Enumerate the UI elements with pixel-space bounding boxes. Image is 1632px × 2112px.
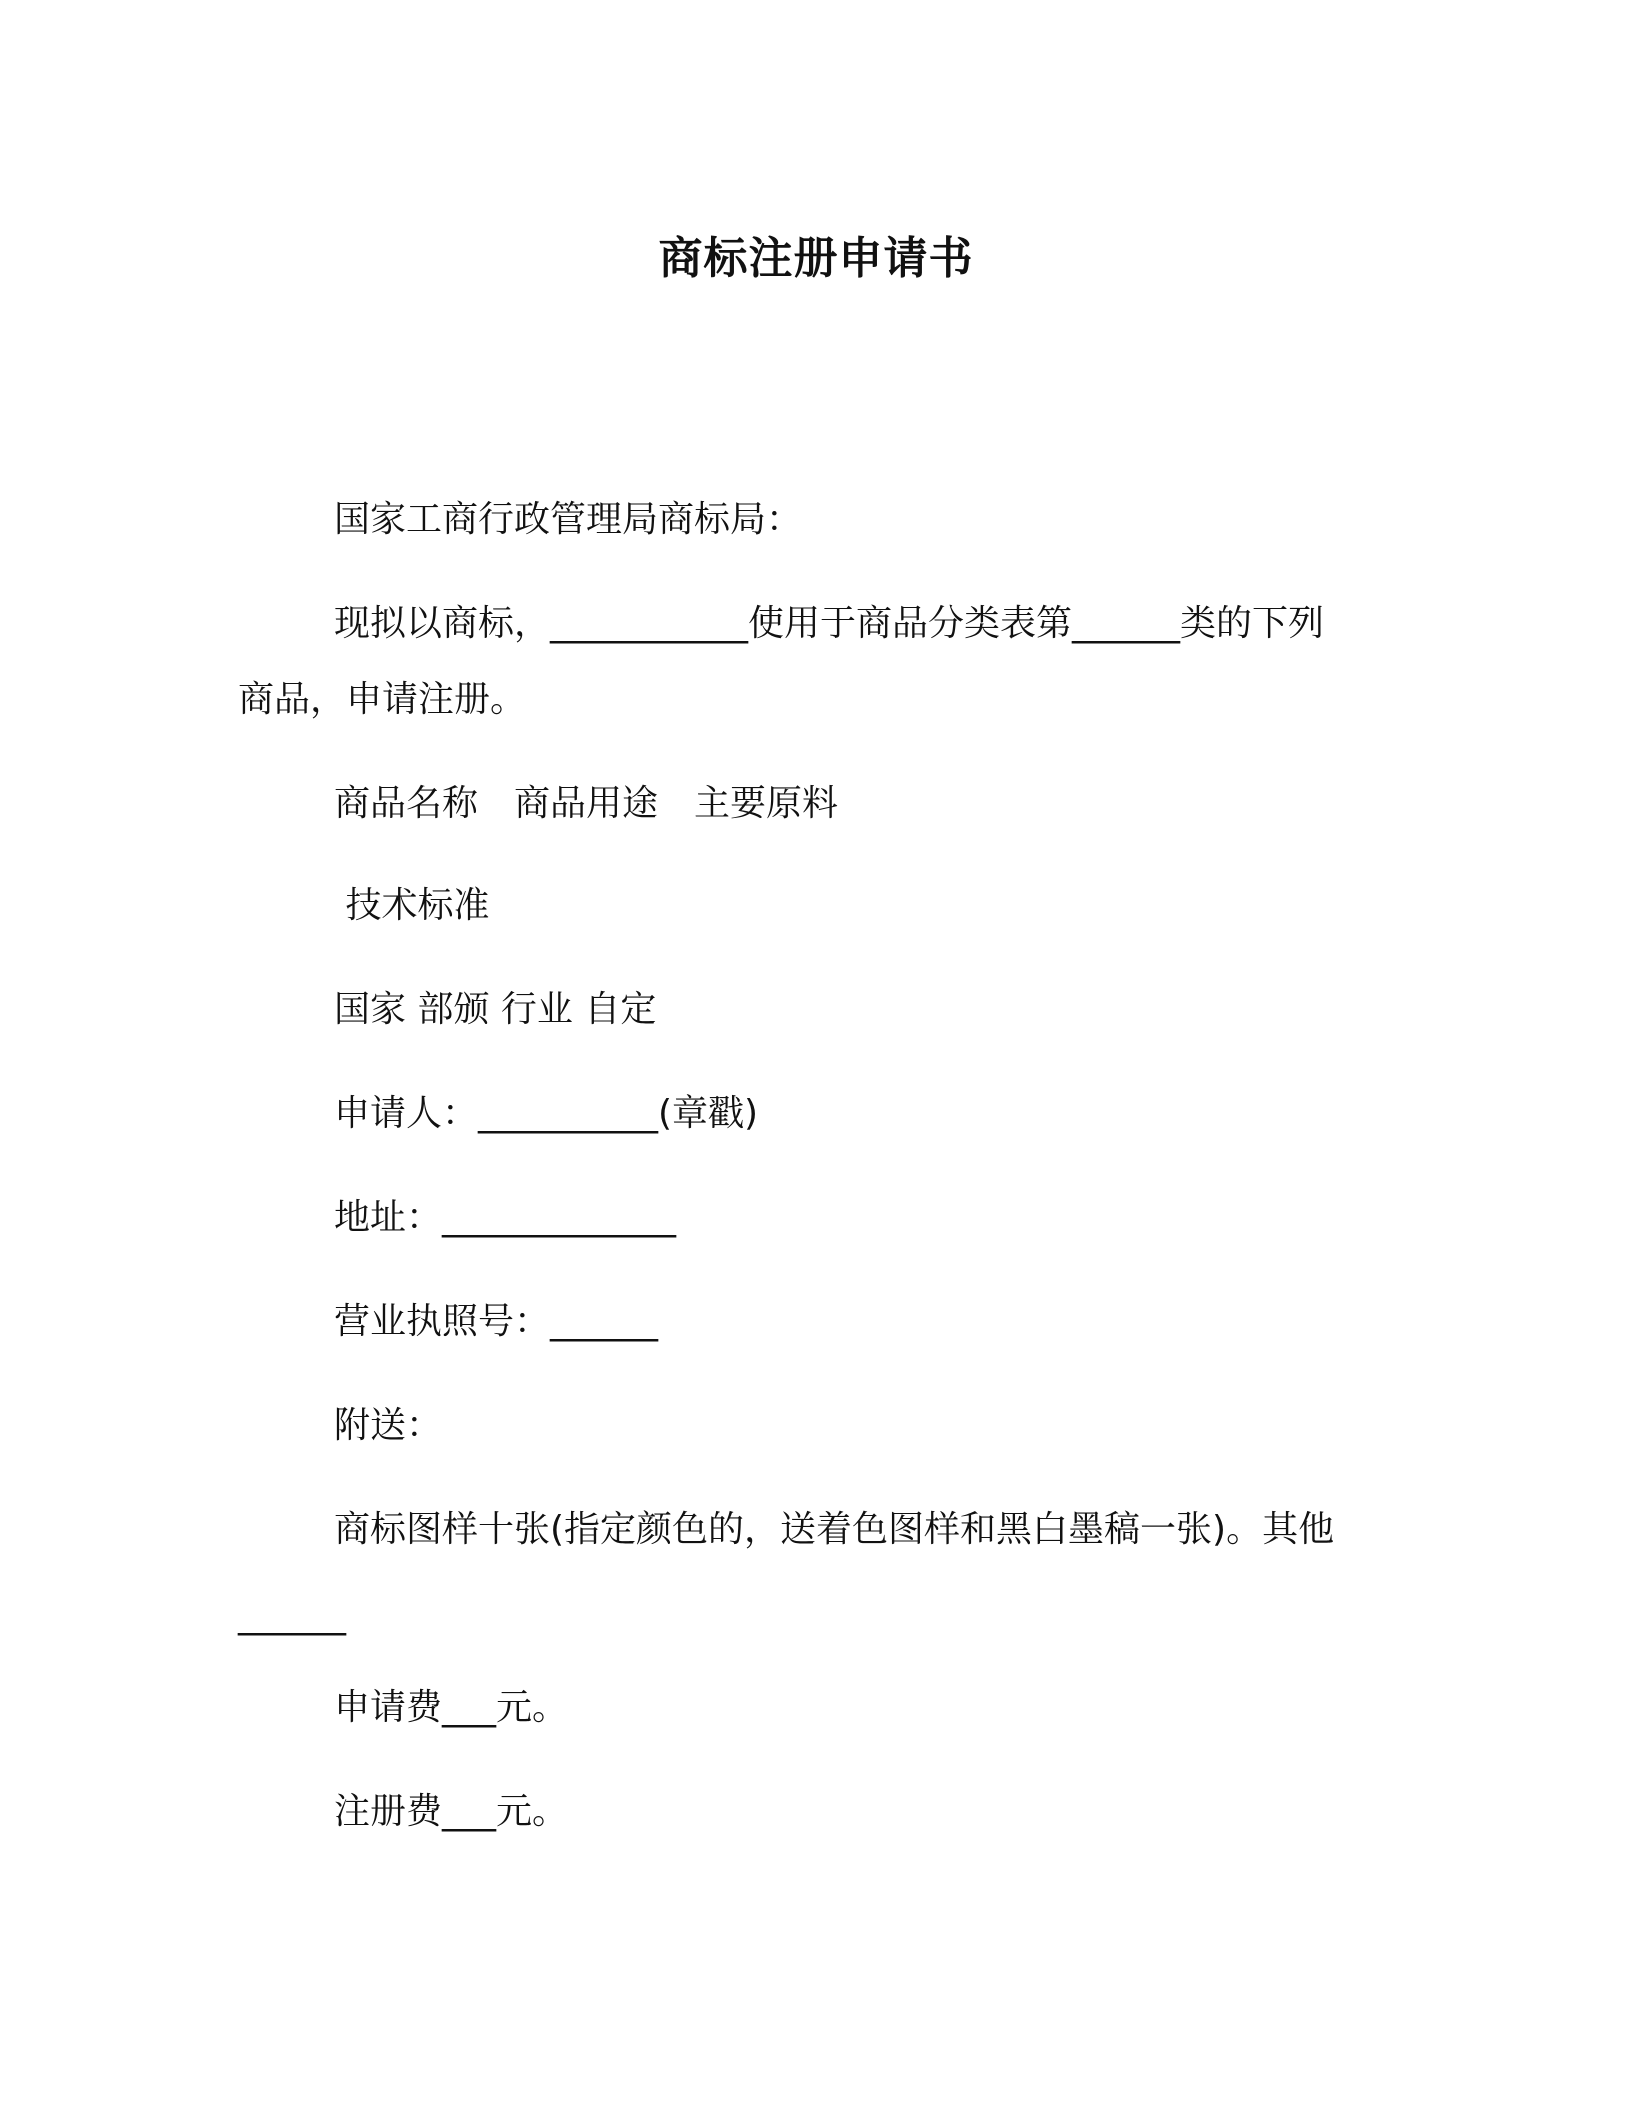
- application-fee-line: 申请费___元。: [334, 1687, 569, 1728]
- body-paragraph-line-1: 现拟以商标，___________使用于商品分类表第______类的下列: [334, 603, 1325, 644]
- document-title: 商标注册申请书: [658, 233, 974, 284]
- attachments-line-2: ______: [238, 1595, 346, 1636]
- address-line: 地址：_____________: [334, 1197, 677, 1238]
- applicant-line: 申请人：__________(章戳): [334, 1093, 759, 1134]
- standard-options-line: 国家 部颁 行业 自定: [334, 989, 657, 1030]
- business-license-line: 营业执照号：______: [334, 1301, 659, 1342]
- attachments-heading: 附送：: [334, 1405, 443, 1446]
- addressee-line: 国家工商行政管理局商标局：: [334, 499, 803, 540]
- attachments-line-1: 商标图样十张(指定颜色的，送着色图样和黑白墨稿一张)。其他: [334, 1509, 1335, 1550]
- body-paragraph-line-2: 商品，申请注册。: [238, 679, 527, 720]
- technical-standard-line: 技术标准: [334, 885, 490, 926]
- registration-fee-line: 注册费___元。: [334, 1791, 569, 1832]
- goods-columns-line: 商品名称 商品用途 主要原料: [334, 783, 839, 824]
